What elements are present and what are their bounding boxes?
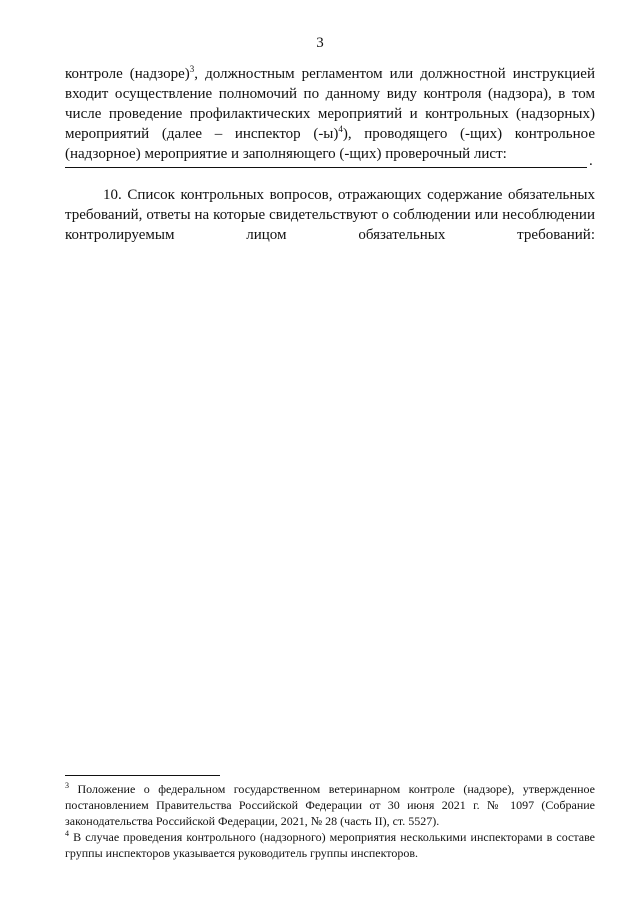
footnote-3 [65,781,595,829]
paragraph-inspector-text-1: контроле (надзоре) [65,66,190,82]
paragraph-inspector [65,64,595,164]
footnote-3-text: Положение о федеральном государственном ветеринарном контроле (надзоре), утвержденное постановлением Правительства Российской Федерации от 30 июня 2021 г. № 1097 (Собрание законодательства Российской Федерации, 2021, № 28 (часть II), ст. 5527). [65,782,595,828]
paragraph-item-10: 10. Список контрольных вопросов, отражающих содержание обязательных требований, ответы на которые свидетельствуют о соблюдении или несоблюдении контролируемым лицом обязательных требований: [65,187,595,243]
footnote-4-text: В случае проведения контрольного (надзорного) мероприятия несколькими инспекторами в составе группы инспекторов указывается руководитель группы инспекторов. [65,830,595,860]
footnote-4-mark: 4 [65,829,69,838]
fill-in-line [65,167,587,168]
footnote-3-mark: 3 [65,781,69,790]
footnote-ref-4: 4 [338,124,343,134]
page-number: 3 [316,35,324,51]
footnote-separator [65,775,220,776]
paragraph-inspector-text-3: ), проводящего (-щих) контрольное (надзорное) мероприятие и заполняющего (-щих) проверочный лист: [65,126,595,162]
fill-in-line-end: . [589,153,593,169]
paragraph-inspector-text-2: , должностным регламентом или должностной инструкцией входит осуществление полномочий по данному виду контроля (надзора), в том числе проведение профилактических мероприятий и контрольных (надзорных) мероприятий (далее – инспектор (-ы) [65,66,595,142]
footnote-4 [65,829,595,861]
footnote-ref-3: 3 [189,64,195,74]
